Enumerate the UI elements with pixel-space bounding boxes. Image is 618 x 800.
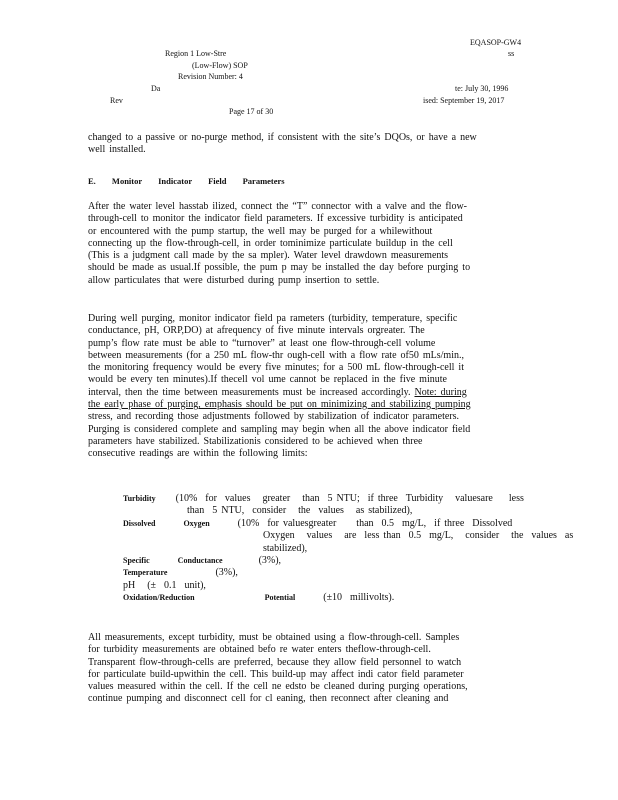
header-date: te: July 30, 1996 bbox=[455, 84, 509, 93]
parameter-limit: (10% for valuesgreater than 0.5 mg/L, if three Dissolved bbox=[209, 517, 513, 529]
text-line: changed to a passive or no-purge method, if consistent with the site’s DQOs, or have a new bbox=[88, 132, 477, 143]
text-line: should be made as usual.If possible, the pum p may be installed the day before purging to bbox=[88, 262, 471, 274]
text-line bbox=[88, 387, 524, 399]
list-item bbox=[123, 543, 573, 555]
list-item bbox=[123, 530, 573, 542]
list-item bbox=[123, 567, 573, 579]
list-item bbox=[123, 493, 573, 505]
text-line: (This is a judgment call made by the sa mpler). Water level drawdown measurements bbox=[88, 250, 449, 262]
note-label: Note: during bbox=[414, 386, 467, 398]
text-line: All measurements, except turbidity, must be obtained using a flow-through-cell. Samples bbox=[88, 632, 460, 643]
text-segment: interval, then the time between measurements must be increased accordingly. bbox=[88, 386, 415, 398]
parameter-limit: (±10 millivolts). bbox=[295, 592, 395, 604]
text-line: connecting up the flow-through-cell, in order tominimize particulate buildup in the cell bbox=[88, 237, 453, 249]
list-item bbox=[123, 555, 573, 567]
list-item bbox=[123, 505, 573, 517]
text-line: Transparent flow-through-cells are preferred, because they allow field personnel to watch bbox=[88, 656, 462, 668]
parameter-limit: than 5 NTU, consider the values as stabilized), bbox=[123, 505, 413, 517]
text-line: pump’s flow rate must be able to “turnover” at least one flow-through-cell volume bbox=[88, 337, 436, 349]
text-line: would be every ten minutes).If thecell vol ume cannot be replaced in the five minute bbox=[88, 374, 447, 386]
parameter-name: Oxidation/Reduction Potential bbox=[123, 593, 296, 603]
parameter-name: Temperature bbox=[123, 568, 168, 578]
parameter-limit: (10% for values greater than 5 NTU; if three Turbidity valuesare less bbox=[155, 493, 524, 504]
parameter-name: Specific Conductance bbox=[123, 556, 223, 566]
page-number: Page 17 of 30 bbox=[229, 107, 274, 116]
text-line: allow particulates that were disturbed during pump insertion to settle. bbox=[88, 274, 380, 286]
header-rev: Rev bbox=[110, 96, 123, 105]
text-line: values measured within the cell. If the cell ne edsto be cleaned during purging operations, bbox=[88, 681, 468, 693]
header-revision: Revision Number: 4 bbox=[178, 72, 243, 81]
header-region: Region 1 Low-Stre bbox=[165, 49, 227, 58]
text-line: for turbidity measurements are obtained befo re water enters theflow-through-cell. bbox=[88, 644, 431, 656]
list-item bbox=[123, 592, 573, 604]
text-line: well installed. bbox=[88, 144, 146, 156]
text-line: During well purging, monitor indicator field pa rameters (turbidity, temperature, specific bbox=[88, 313, 458, 324]
text-line: through-cell to monitor the indicator field parameters. If excessive turbidity is anticipated bbox=[88, 213, 463, 225]
paragraph-well-purging bbox=[88, 313, 524, 461]
text-line: or encountered with the pump startup, the well may be purged for a whilewithout bbox=[88, 225, 433, 237]
parameter-limit: pH (± 0.1 unit), bbox=[123, 579, 206, 591]
paragraph-flow-through-cell bbox=[88, 201, 524, 287]
text-line: Purging is considered complete and sampling may begin when all the above indicator field bbox=[88, 423, 471, 435]
text-line: the monitoring frequency would be every five minutes; for a 500 mL flow-through-cell it bbox=[88, 362, 464, 374]
text-line: parameters have stabilized. Stabilizationis considered to be achieved when three bbox=[88, 435, 423, 447]
text-line: consecutive readings are within the following limits: bbox=[88, 448, 308, 460]
parameter-limit: (3%), bbox=[222, 555, 282, 567]
text-line: between measurements (for a 250 mL flow-thr ough-cell with a flow rate of50 mLs/min., bbox=[88, 349, 464, 361]
header-da: Da bbox=[151, 84, 161, 93]
text-line: stress, and recording those adjustments followed by stabilization of indicator parameters. bbox=[88, 411, 460, 423]
underlined-line: the early phase of purging, emphasis should be put on minimizing and stabilizing pumping bbox=[88, 399, 471, 411]
paragraph-measurements bbox=[88, 632, 524, 706]
parameter-limit: (3%), bbox=[167, 567, 238, 579]
header-revised: ised: September 19, 2017 bbox=[423, 96, 505, 105]
parameter-name: Dissolved Oxygen bbox=[123, 518, 210, 528]
parameter-limit: stabilized), bbox=[123, 542, 308, 554]
header-flow: (Low-Flow) SOP bbox=[192, 61, 248, 70]
text-line: for particulate build-upwithin the cell. This build-up may affect indi cator field parameter bbox=[88, 668, 464, 680]
section-heading: E. Monitor Indicator Field Parameters bbox=[88, 176, 285, 186]
parameter-limit: Oxygen values are less than 0.5 mg/L, consider the values as bbox=[123, 530, 574, 542]
header-region-tail: ss bbox=[508, 49, 515, 58]
stabilization-limits-list bbox=[123, 493, 573, 605]
parameter-name: Turbidity bbox=[123, 494, 156, 503]
list-item bbox=[123, 580, 573, 592]
intro-paragraph bbox=[88, 132, 524, 157]
text-line: conductance, pH, ORP,DO) at afrequency of five minute intervals orgreater. The bbox=[88, 325, 425, 337]
text-line: After the water level hasstab ilized, connect the “T” connector with a valve and the flow- bbox=[88, 201, 468, 212]
list-item bbox=[123, 518, 573, 530]
text-line: continue pumping and disconnect cell for cl eaning, then reconnect after cleaning and bbox=[88, 693, 449, 705]
document-id: EQASOP-GW4 bbox=[470, 38, 522, 47]
